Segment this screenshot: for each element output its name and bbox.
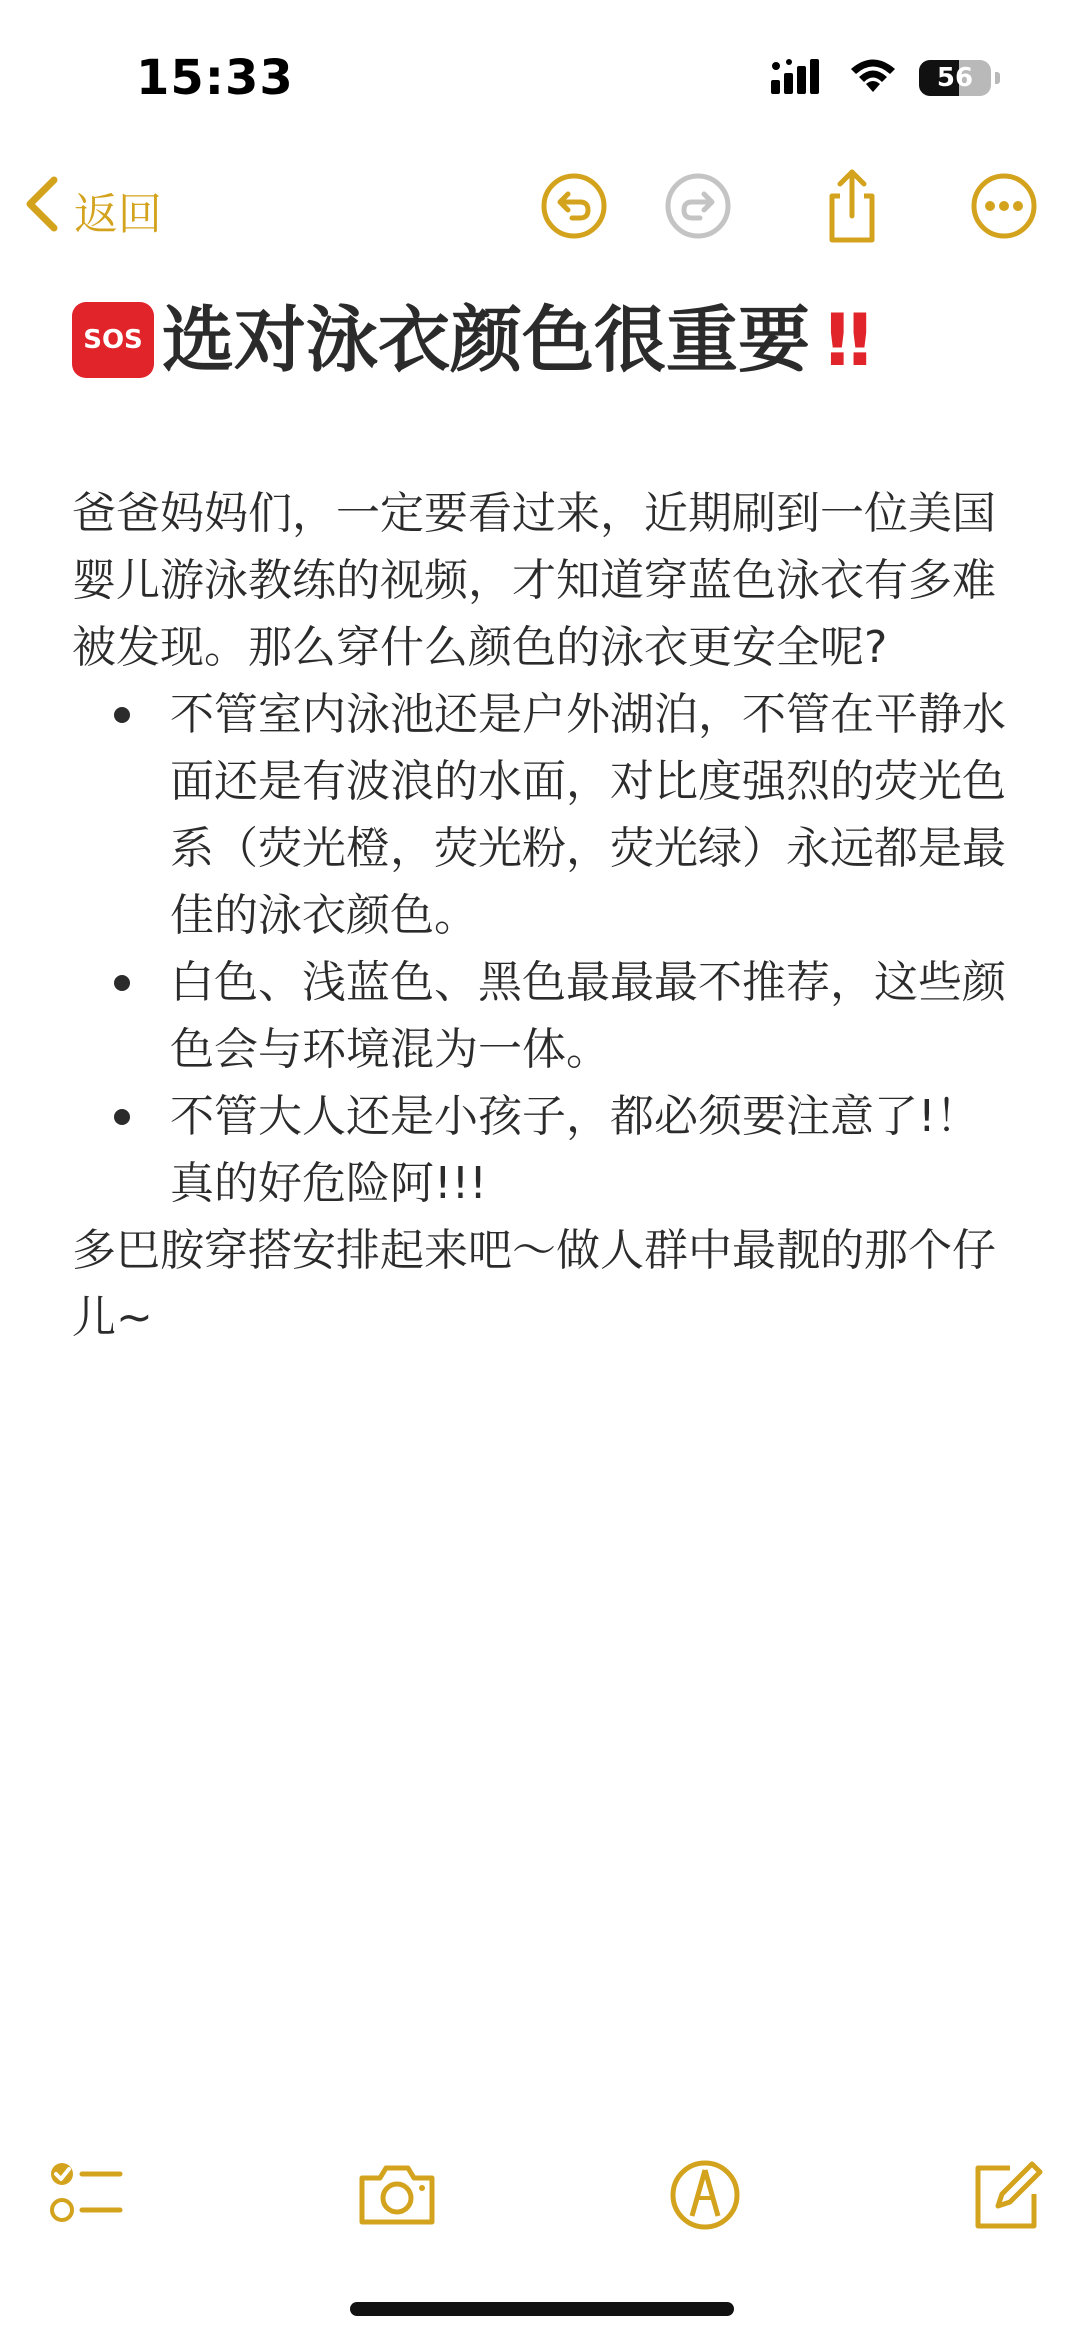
bullet-list	[72, 681, 1012, 1217]
redo-icon[interactable]	[660, 168, 736, 244]
chevron-left-icon	[22, 174, 62, 245]
nav-toolbar	[0, 160, 1080, 260]
back-button[interactable]	[22, 174, 162, 245]
note-body	[72, 480, 1012, 1351]
bullet-item	[72, 1083, 1012, 1217]
bullet-text: 不管大人还是小孩子，都必须要注意了!！ 真的好危险阿!!!	[170, 1091, 980, 1209]
bullet-item	[72, 949, 1012, 1083]
more-options-icon[interactable]	[966, 168, 1042, 244]
bullet-text: 白色、浅蓝色、黑色最最最不推荐，这些颜色会与环境混为一体。	[170, 957, 1006, 1075]
bullet-dot	[114, 1109, 130, 1125]
intro-paragraph: 爸爸妈妈们，一定要看过来，近期刷到一位美国婴儿游泳教练的视频，才知道穿蓝色泳衣有多难被发现。那么穿什么颜色的泳衣更安全呢?	[72, 488, 996, 673]
note-title-text: 选对泳衣颜色很重要	[162, 298, 811, 382]
bottom-toolbar	[0, 2150, 1080, 2250]
double-exclamation-emoji: ‼	[826, 298, 872, 382]
bullet-dot	[114, 707, 130, 723]
undo-icon[interactable]	[536, 168, 612, 244]
wifi-icon	[849, 58, 897, 98]
status-icons	[771, 58, 1000, 98]
share-icon[interactable]	[814, 168, 890, 244]
battery-cap	[995, 72, 1000, 84]
compose-icon[interactable]	[962, 2150, 1052, 2240]
status-bar	[0, 0, 1080, 150]
cellular-signal-icon	[771, 58, 827, 98]
bullet-item	[72, 681, 1012, 949]
checklist-icon[interactable]	[46, 2150, 136, 2240]
note-content[interactable]	[72, 290, 1012, 1351]
bullet-text: 不管室内泳池还是户外湖泊，不管在平静水面还是有波浪的水面，对比度强烈的荧光色系（荧光橙，荧光粉，荧光绿）永远都是最佳的泳衣颜色。	[170, 689, 1006, 941]
bullet-dot	[114, 975, 130, 991]
home-indicator[interactable]	[350, 2302, 734, 2316]
status-time: 15:33	[136, 50, 294, 106]
back-label: 返回	[74, 188, 162, 240]
sos-emoji-icon: SOS	[72, 302, 154, 378]
markup-pen-icon[interactable]	[660, 2150, 750, 2240]
outro-paragraph: 多巴胺穿搭安排起来吧～做人群中最靓的那个仔儿~	[72, 1225, 996, 1343]
camera-icon[interactable]	[352, 2150, 442, 2240]
battery-indicator	[919, 60, 991, 96]
note-title	[72, 290, 1012, 390]
battery-level: 56	[936, 63, 974, 93]
